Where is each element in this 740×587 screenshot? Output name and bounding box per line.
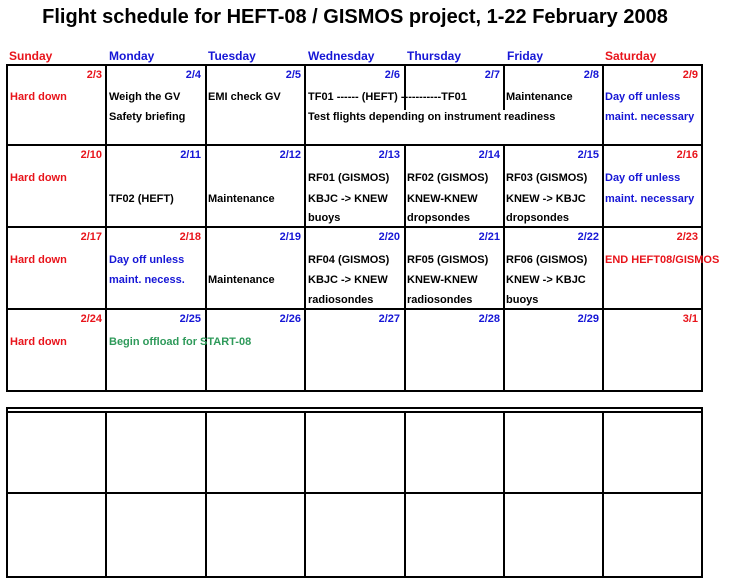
cell-text: RF04 (GISMOS) bbox=[308, 254, 390, 266]
date-label: 2/20 bbox=[378, 231, 400, 243]
grid-line bbox=[6, 407, 703, 409]
date-label: 2/17 bbox=[80, 231, 102, 243]
day-name-sunday: Sunday bbox=[9, 49, 53, 63]
day-cell-2-6 bbox=[306, 66, 404, 146]
day-cell-3-1 bbox=[604, 310, 702, 390]
day-cell-2-17 bbox=[8, 228, 106, 308]
date-label: 2/11 bbox=[180, 149, 201, 161]
cell-text: Day off unless bbox=[605, 172, 681, 184]
date-label: 3/1 bbox=[682, 313, 698, 325]
date-label: 2/15 bbox=[577, 149, 599, 161]
cell-text: RF01 (GISMOS) bbox=[308, 172, 390, 184]
date-label: 2/12 bbox=[279, 149, 301, 161]
cell-text: Hard down bbox=[10, 336, 67, 348]
day-cell-2-7 bbox=[406, 66, 504, 146]
cell-text: TF02 (HEFT) bbox=[109, 193, 174, 205]
date-label: 2/22 bbox=[577, 231, 599, 243]
day-cell-2-19 bbox=[207, 228, 305, 308]
day-cell-2-8 bbox=[505, 66, 603, 146]
cell-text: END HEFT08/GISMOS bbox=[605, 254, 720, 266]
cell-text: buoys bbox=[308, 212, 341, 224]
grid-line bbox=[6, 492, 703, 494]
day-cell-2-16 bbox=[604, 146, 702, 226]
date-label: 2/16 bbox=[676, 149, 698, 161]
cell-text: Maintenance bbox=[506, 91, 573, 103]
date-label: 2/18 bbox=[179, 231, 201, 243]
day-cell-2-26 bbox=[207, 310, 305, 390]
grid-line bbox=[304, 411, 306, 578]
cell-text: KBJC -> KNEW bbox=[308, 193, 388, 205]
date-label: 2/10 bbox=[80, 149, 102, 161]
day-name-monday: Monday bbox=[109, 49, 155, 63]
cell-text: Hard down bbox=[10, 91, 67, 103]
date-label: 2/28 bbox=[478, 313, 500, 325]
date-label: 2/25 bbox=[179, 313, 201, 325]
cell-text: KNEW -> KBJC bbox=[506, 274, 586, 286]
day-cell-2-25 bbox=[107, 310, 252, 390]
date-label: 2/24 bbox=[80, 313, 102, 325]
cell-text: Weigh the GV bbox=[109, 91, 181, 103]
day-name-thursday: Thursday bbox=[407, 49, 462, 63]
cell-text: Day off unless bbox=[605, 91, 681, 103]
cell-text: Day off unless bbox=[109, 254, 185, 266]
day-cell-2-28 bbox=[406, 310, 504, 390]
cell-text: RF02 (GISMOS) bbox=[407, 172, 489, 184]
cell-text: KNEW -> KBJC bbox=[506, 193, 586, 205]
grid-line bbox=[701, 407, 703, 578]
day-cell-2-24 bbox=[8, 310, 106, 390]
day-cell-2-4 bbox=[107, 66, 205, 146]
cell-text: Hard down bbox=[10, 172, 67, 184]
day-name-saturday: Saturday bbox=[605, 49, 657, 63]
date-label: 2/13 bbox=[378, 149, 400, 161]
grid-line bbox=[602, 411, 604, 578]
grid-line bbox=[6, 407, 8, 578]
page-title: Flight schedule for HEFT-08 / GISMOS project, 1-22 February 2008 bbox=[42, 6, 668, 28]
day-cell-2-18 bbox=[107, 228, 205, 308]
cell-text: Maintenance bbox=[208, 274, 275, 286]
grid-line bbox=[6, 411, 703, 413]
grid-line bbox=[503, 411, 505, 578]
cell-text: Hard down bbox=[10, 254, 67, 266]
date-label: 2/27 bbox=[378, 313, 400, 325]
cell-text: RF03 (GISMOS) bbox=[506, 172, 588, 184]
cell-text: maint. necess. bbox=[109, 274, 185, 286]
cell-text: KNEW-KNEW bbox=[407, 193, 478, 205]
date-label: 2/21 bbox=[478, 231, 500, 243]
cell-text: KNEW-KNEW bbox=[407, 274, 478, 286]
day-cell-2-15 bbox=[505, 146, 603, 226]
date-label: 2/6 bbox=[384, 69, 400, 81]
day-cell-2-29 bbox=[505, 310, 603, 390]
cell-text: radiosondes bbox=[308, 294, 374, 306]
cell-text: Begin offload for START-08 bbox=[109, 336, 252, 348]
cell-text: RF05 (GISMOS) bbox=[407, 254, 489, 266]
day-cell-2-11 bbox=[107, 146, 205, 226]
cell-text: EMI check GV bbox=[208, 91, 281, 103]
day-cell-2-27 bbox=[306, 310, 404, 390]
cell-text: dropsondes bbox=[506, 212, 569, 224]
day-cell-2-3 bbox=[8, 66, 106, 146]
test-flight-note: Test flights depending on instrument readiness bbox=[308, 111, 556, 123]
cell-text: maint. necessary bbox=[605, 111, 695, 123]
cell-text: maint. necessary bbox=[605, 193, 695, 205]
grid-line bbox=[205, 411, 207, 578]
date-label: 2/29 bbox=[577, 313, 599, 325]
date-label: 2/19 bbox=[279, 231, 301, 243]
cell-text: RF06 (GISMOS) bbox=[506, 254, 588, 266]
test-flight-span: TF01 ------ (HEFT) -----------TF01 bbox=[308, 91, 467, 103]
date-label: 2/9 bbox=[682, 69, 698, 81]
grid-line bbox=[105, 411, 107, 578]
day-cell-2-21 bbox=[406, 228, 504, 308]
cell-text: buoys bbox=[506, 294, 539, 306]
date-label: 2/4 bbox=[185, 69, 201, 81]
day-cell-2-5 bbox=[207, 66, 305, 146]
day-name-friday: Friday bbox=[507, 49, 544, 63]
day-cell-2-23 bbox=[604, 228, 720, 308]
day-cell-2-13 bbox=[306, 146, 404, 226]
grid-line bbox=[404, 411, 406, 578]
day-cell-2-14 bbox=[406, 146, 504, 226]
cell-text: KBJC -> KNEW bbox=[308, 274, 388, 286]
date-label: 2/7 bbox=[484, 69, 500, 81]
cell-text: radiosondes bbox=[407, 294, 473, 306]
day-cell-2-10 bbox=[8, 146, 106, 226]
day-cell-2-12 bbox=[207, 146, 305, 226]
day-cell-2-20 bbox=[306, 228, 404, 308]
day-name-tuesday: Tuesday bbox=[208, 49, 256, 63]
day-cell-2-22 bbox=[505, 228, 603, 308]
day-name-wednesday: Wednesday bbox=[308, 49, 375, 63]
grid-line bbox=[6, 390, 703, 392]
cell-text: dropsondes bbox=[407, 212, 470, 224]
cell-text: Safety briefing bbox=[109, 111, 186, 123]
day-cell-2-9 bbox=[604, 66, 702, 146]
date-label: 2/3 bbox=[86, 69, 102, 81]
date-label: 2/23 bbox=[676, 231, 698, 243]
date-label: 2/14 bbox=[478, 149, 500, 161]
date-label: 2/8 bbox=[583, 69, 599, 81]
grid-line bbox=[6, 576, 703, 578]
date-label: 2/5 bbox=[285, 69, 301, 81]
date-label: 2/26 bbox=[279, 313, 301, 325]
cell-text: Maintenance bbox=[208, 193, 275, 205]
